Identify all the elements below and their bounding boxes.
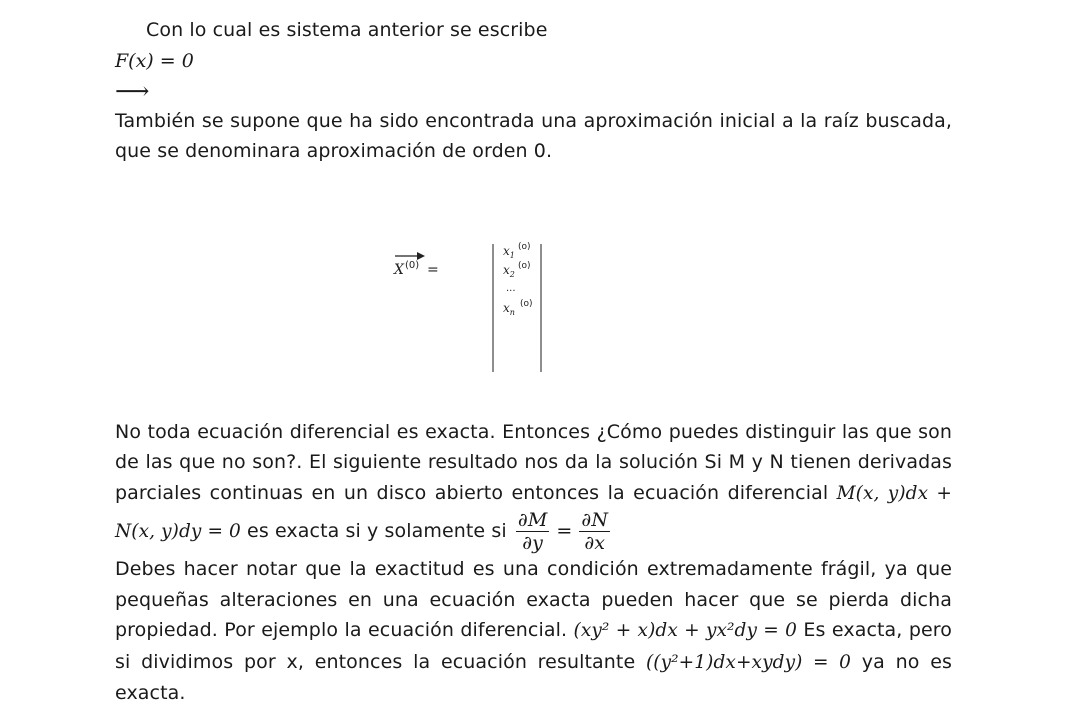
fragility-text-c: ya no es exacta. [115,650,952,704]
fragility-result-equation: ((y²+1)dx+xydy) = 0 [645,651,852,673]
approximation-paragraph: También se supone que ha sido encontrada una aproximación inicial a la raíz buscada, que se denominara aproximación de orden 0. [115,109,952,162]
system-equation: F(x) = 0 [115,49,194,72]
exactness-paragraph [115,417,952,555]
vector-x0 [393,252,439,278]
matrix-entry-xn: $x_n$ [503,300,515,317]
matrix-entry-x2: $x_2$ [503,262,515,279]
exactness-equation: M(x, y)dx + N(x, y)dy = 0 [115,482,953,542]
fragility-text-a: Debes hacer notar que la exactitud es una condición extremadamente frágil, ya que pequeñas alteraciones en una ecuación exacta pueden hacer que se pierda dicha propiedad. Por ejemplo la ecuación diferencial. [115,558,952,641]
vector-x-superscript: (0) [405,259,420,271]
initial-approximation-figure [115,167,952,417]
intro-text: Con lo cual es sistema anterior se escribe [146,19,548,41]
fragility-text-b: Es exacta, pero si dividimos por x, entonces la ecuación resultante [115,619,952,673]
partial-m-fraction: $\frac{\partial M}{\partial y}$ [517,509,548,554]
partial-n-fraction: $\frac{\partial N}{\partial x}$ [581,509,609,554]
vector-matrix-svg [115,167,952,417]
document-page [115,0,952,709]
fragility-paragraph [115,554,952,709]
exactness-text-a: No toda ecuación diferencial es exacta. Entonces ¿Cómo puedes distinguir las que son de las que no son?. El siguiente resultado nos da la solución Si M y N tienen derivadas parciales continuas en un disco abierto entonces la ecuación diferencial [115,420,952,504]
matrix-entries [503,242,533,317]
matrix-entry-x1-sup: (o) [518,241,531,252]
matrix-entry-xn-sup: (o) [520,298,533,309]
vector-x-symbol: X [394,261,404,278]
matrix-entry-x1: $x_1$ [503,243,515,260]
vector-equals: = [427,261,439,278]
fragility-example-equation: (xy² + x)dx + yx²dy = 0 [573,620,797,641]
exactness-text-b: es exacta si y solamente si [240,520,513,542]
vector-arrow: ⟶ [115,76,150,105]
fraction-equals: = [556,520,573,543]
matrix-entry-x2-sup: (o) [518,260,531,271]
matrix-entry-dots: ... [506,282,516,294]
